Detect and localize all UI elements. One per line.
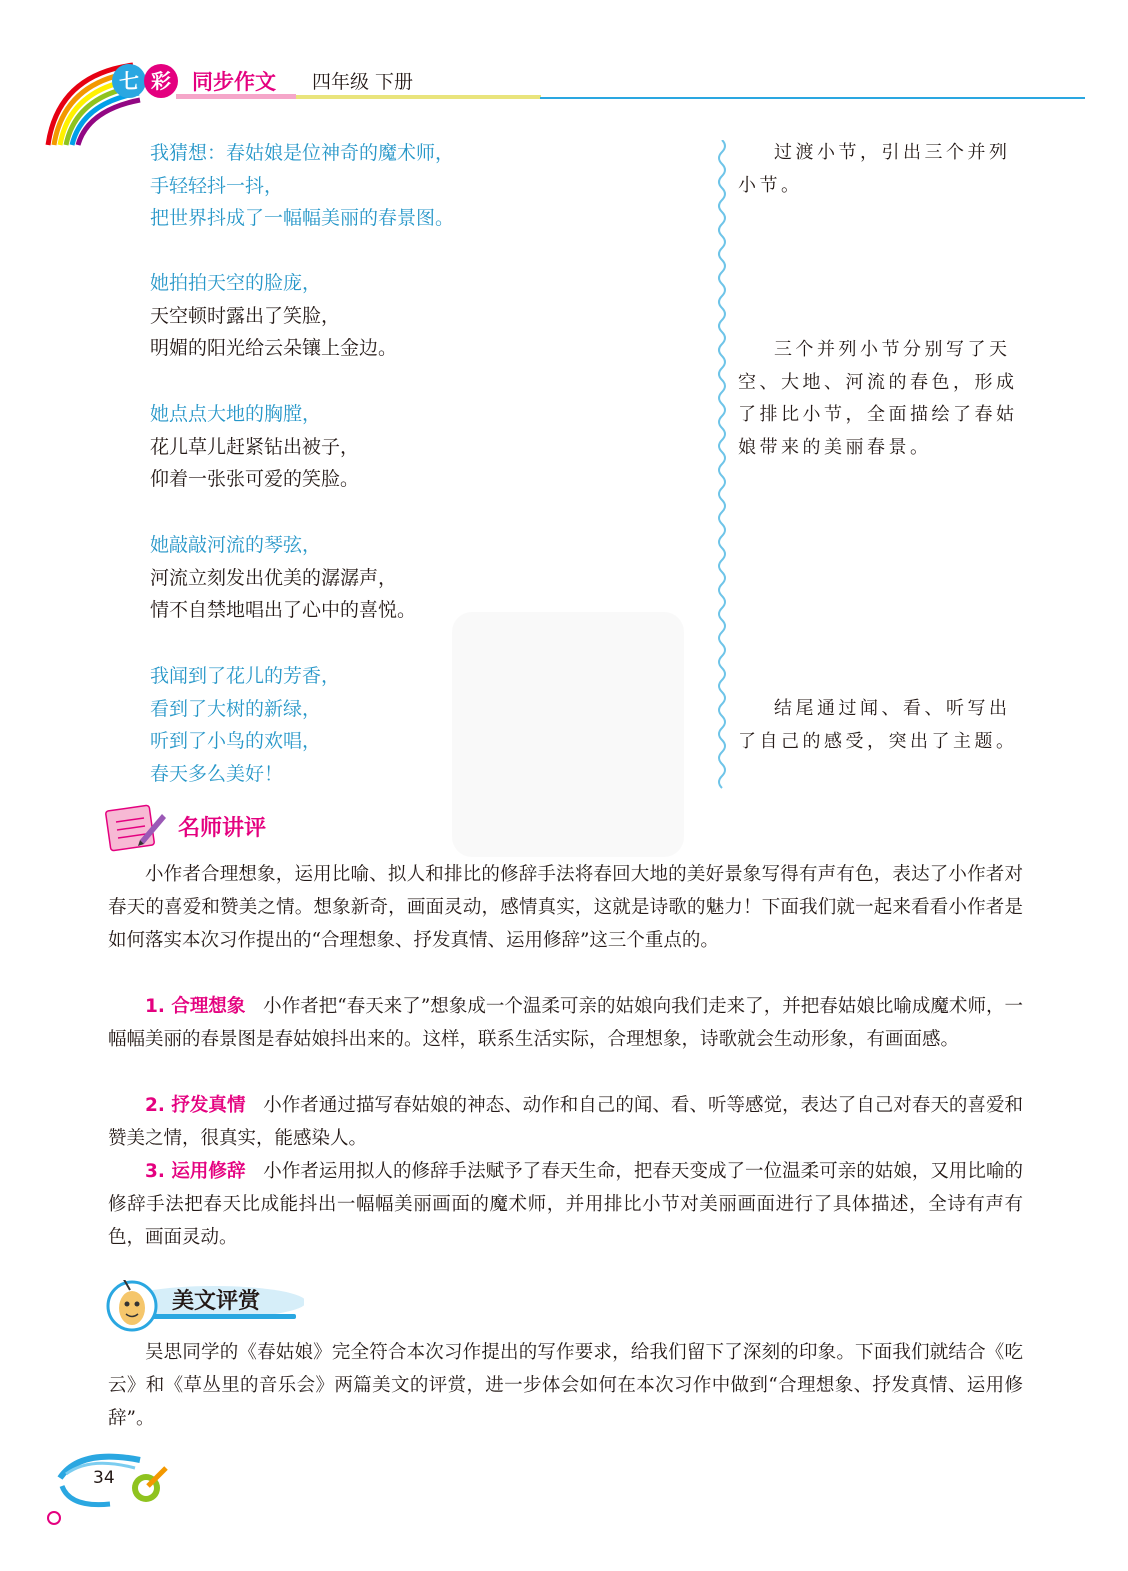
- point-text: 小作者把“春天来了”想象成一个温柔可亲的姑娘向我们走来了，并把春姑娘比喻成魔术师，一幅幅美丽的春景图是春姑娘抖出来的。这样，联系生活实际，合理想象，诗歌就会生动形象，有画面感。: [108, 996, 1023, 1050]
- header-accent-bar: [176, 94, 296, 99]
- poem-line: 明媚的阳光给云朵镶上金边。: [150, 337, 398, 359]
- poem-line: 河流立刻发出优美的潺潺声，: [150, 566, 398, 589]
- poem-line: 听到了小鸟的欢唱，: [150, 730, 322, 752]
- side-note: 三个并列小节分别写了天空、大地、河流的春色，形成了排比小节，全面描绘了春姑娘带来的美丽春景。: [738, 339, 1018, 458]
- review-point: [108, 990, 1023, 1056]
- poem-line: 她点点大地的胸膛，: [150, 403, 322, 425]
- page-number: 34: [93, 1468, 115, 1488]
- side-note: 结尾通过闻、看、听写出了自己的感受，突出了主题。: [738, 698, 1018, 752]
- poem-line: 仰着一张张可爱的笑脸。: [150, 468, 360, 490]
- poem-line: 花儿草儿赶紧钻出被子，: [150, 435, 360, 458]
- poem-line: 她拍拍天空的脸庞，: [150, 272, 322, 294]
- poem-line: 我闻到了花儿的芳香，: [150, 665, 341, 687]
- poem-line: 手轻轻抖一抖，: [150, 174, 284, 197]
- series-title: 同步作文: [192, 70, 276, 94]
- point-text: 小作者运用拟人的修辞手法赋予了春天生命，把春天变成了一位温柔可亲的姑娘，又用比喻的修辞手法把春天比成能抖出一幅幅美丽画面的魔术师，并用排比小节对美丽画面进行了具体描述，全诗有声有色，画面灵动。: [108, 1161, 1023, 1248]
- section-title-appreciation: 美文评赏: [172, 1289, 261, 1314]
- watermark: [452, 612, 684, 857]
- poem-line: 情不自禁地唱出了心中的喜悦。: [150, 599, 417, 621]
- poem-stanza: [150, 660, 340, 790]
- point-text: 小作者通过描写春姑娘的神态、动作和自己的闻、看、听等感觉，表达了自己对春天的喜爱和赞美之情，很真实，能感染人。: [108, 1095, 1023, 1149]
- poem-line: 我猜想：春姑娘是位神奇的魔术师，: [150, 142, 455, 164]
- poem-line: 天空顿时露出了笑脸，: [150, 304, 341, 327]
- notebook-pencil-icon: [104, 800, 168, 852]
- logo-badge-qi: 七: [112, 64, 146, 98]
- point-label: 1. 合理想象: [145, 996, 246, 1017]
- poem-stanza: [150, 267, 397, 365]
- poem-line: 看到了大树的新绿，: [150, 697, 322, 720]
- review-intro: 小作者合理想象，运用比喻、拟人和排比的修辞手法将春回大地的美好景象写得有声有色，表达了小作者对春天的喜爱和赞美之情。想象新奇，画面灵动，感情真实，这就是诗歌的魅力！下面我们就一起来看看小作者是如何落实本次习作提出的“合理想象、抒发真情、运用修辞”这三个重点的。: [108, 864, 1023, 951]
- poem-stanza: [150, 137, 454, 235]
- review-point: [108, 1155, 1023, 1254]
- wavy-divider: [712, 140, 732, 790]
- poem-line: 把世界抖成了一幅幅美丽的春景图。: [150, 207, 455, 229]
- section-title-teacher-review: 名师讲评: [178, 816, 267, 841]
- appreciation-text: 吴思同学的《春姑娘》完全符合本次习作提出的写作要求，给我们留下了深刻的印象。下面我们就结合《吃云》和《草丛里的音乐会》两篇美文的评赏，进一步体会如何在本次习作中做到“合理想象、抒发真情、运用修辞”。: [108, 1342, 1023, 1429]
- header-rule: [540, 97, 1085, 99]
- logo-badge-cai: 彩: [144, 64, 178, 98]
- grade-label: 四年级 下册: [312, 71, 414, 93]
- review-point: [108, 1089, 1023, 1155]
- poem-line: 春天多么美好！: [150, 762, 284, 785]
- poem-line: 她敲敲河流的琴弦，: [150, 534, 322, 556]
- point-label: 3. 运用修辞: [145, 1161, 246, 1182]
- side-note: 过渡小节，引出三个并列小节。: [738, 142, 1011, 196]
- poem-stanza: [150, 398, 359, 496]
- point-label: 2. 抒发真情: [145, 1095, 246, 1116]
- header-accent-bar-yellow: [296, 95, 541, 99]
- poem-stanza: [150, 529, 416, 627]
